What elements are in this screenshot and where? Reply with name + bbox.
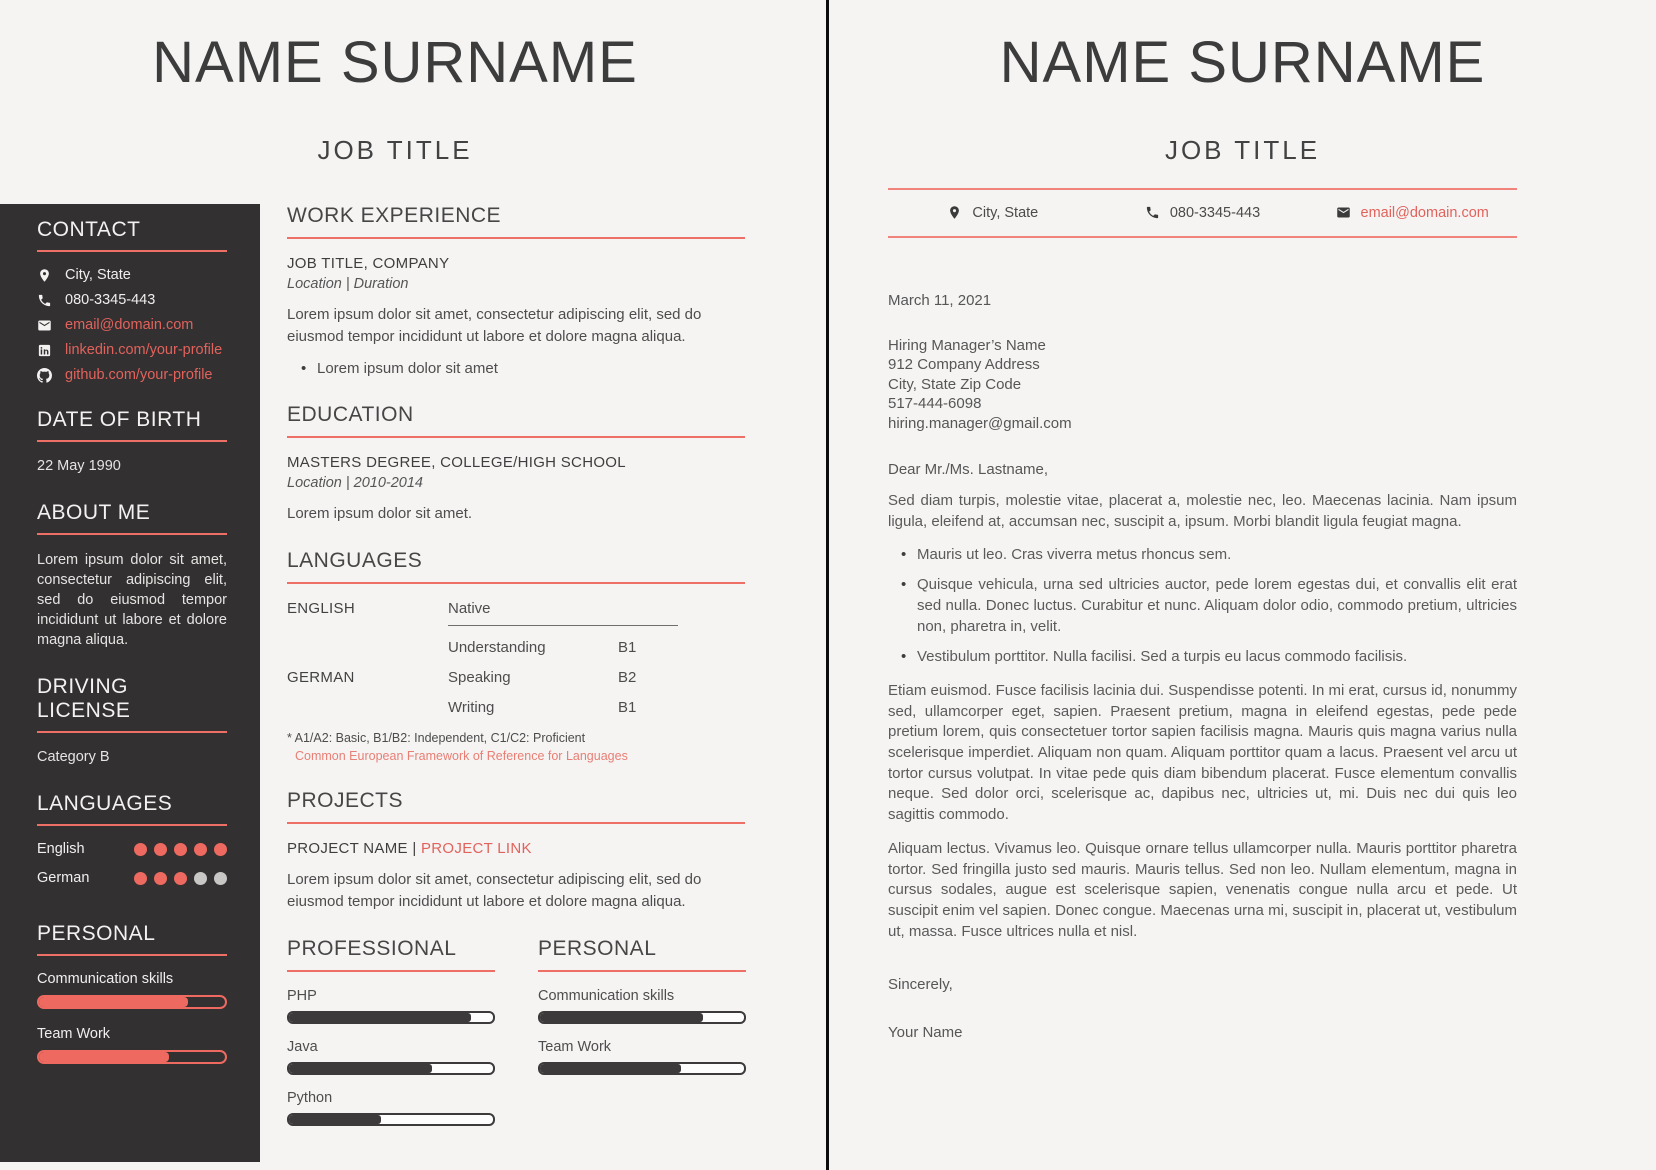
sidebar-section-contact (37, 218, 227, 383)
about-me-text: Lorem ipsum dolor sit amet, consectetur adipiscing elit, sed do eiusmod tempor incididunt ut labore et dolore magna aliqua. (37, 552, 227, 649)
projects-heading: PROJECTS (287, 789, 745, 824)
project-separator: | (412, 840, 417, 857)
cover-letter-name: NAME SURNAME (999, 30, 1486, 95)
contact-github-link[interactable]: github.com/your-profile (65, 367, 213, 383)
language-level-dots (134, 872, 227, 885)
band-email-link[interactable]: email@domain.com (1360, 204, 1489, 221)
skill-name: Team Work (37, 1026, 111, 1043)
work-entry-bullet: • Lorem ipsum dolor sit amet (287, 358, 745, 380)
recipient-line: hiring.manager@gmail.com (888, 414, 1072, 432)
contact-location-text: City, State (65, 267, 131, 283)
level-dot (194, 872, 207, 885)
section-education (287, 403, 745, 525)
resume-page (0, 0, 826, 1170)
work-experience-heading: WORK EXPERIENCE (287, 204, 745, 239)
contact-phone (37, 292, 227, 308)
professional-heading: PROFESSIONAL (287, 937, 495, 972)
work-entry-bullets (287, 358, 745, 380)
level-dot (194, 843, 207, 856)
sidebar-section-languages (37, 792, 227, 886)
skill-name: Team Work (538, 1038, 612, 1055)
language-label-german: GERMAN (287, 669, 355, 686)
contact-linkedin-link[interactable]: linkedin.com/your-profile (65, 342, 223, 358)
section-skills (287, 937, 745, 1141)
work-entry-description: Lorem ipsum dolor sit amet, consectetur adipiscing elit, sed do eiusmod tempor incididunt ut labore et dolore magna aliqua. (287, 306, 702, 345)
resume-name: NAME SURNAME (152, 30, 638, 95)
section-languages (287, 549, 745, 765)
level-dot (174, 872, 187, 885)
professional-skill (287, 988, 495, 1024)
letter-date: March 11, 2021 (888, 291, 992, 309)
sidebar-section-date-of-birth (37, 408, 227, 476)
cover-letter-contact-band (888, 188, 1517, 238)
personal-skills-column (538, 937, 746, 1141)
project-description: Lorem ipsum dolor sit amet, consectetur adipiscing elit, sed do eiusmod tempor incididunt ut labore et dolore magna aliqua. (287, 871, 702, 910)
date-of-birth-heading: DATE OF BIRTH (37, 408, 227, 442)
languages-heading: LANGUAGES (287, 549, 745, 584)
languages-table (287, 600, 745, 716)
german-skill-name: Speaking (448, 669, 511, 686)
skill-name: Communication skills (538, 987, 675, 1004)
section-work-experience (287, 204, 745, 379)
work-entry-title: JOB TITLE, COMPANY (287, 255, 450, 272)
level-dot (214, 872, 227, 885)
letter-paragraph: Etiam euismod. Fusce facilisis lacinia dui. Suspendisse potenti. In mi erat, cursus id, nonummy sed, ullamcorper eget, sapien. Praesent pretium, magna in eleifend egestas, pede pede pretium lorem, quis consectetuer tortor sapien facilisis magna. Mauris quis magna varius nulla scelerisque imperdiet. Aliquam non quam. Aliquam porttitor quam a lacus. Praesent vel arcu ut tortor cursus volutpat. In vitae pede quis diam bibendum placerat. Fusce elementum convallis neque. Sed dolor orci, scelerisque ac, dapibus nec, ultricies ut, mi. Duis nec dui quis leo sagittis commodo. (888, 682, 1517, 824)
sidebar-languages-heading: LANGUAGES (37, 792, 227, 826)
skill-bar-fill (289, 1115, 381, 1124)
skill-bar (538, 1011, 746, 1024)
driving-license-heading: DRIVING LICENSE (37, 675, 227, 733)
location-pin-icon (947, 205, 963, 221)
skill-bar (538, 1062, 746, 1075)
recipient-line: City, State Zip Code (888, 375, 1022, 393)
language-name: English (37, 841, 85, 858)
band-location (888, 205, 1098, 221)
language-name: German (37, 870, 90, 887)
professional-skill (287, 1090, 495, 1126)
level-dot (134, 872, 147, 885)
letter-bullet: • Mauris ut leo. Cras viverra metus rhoncus sem. (888, 545, 1517, 566)
personal-skill (37, 1026, 227, 1064)
education-entry-title: MASTERS DEGREE, COLLEGE/HIGH SCHOOL (287, 454, 626, 472)
skill-name: Communication skills (37, 971, 174, 988)
project-name: PROJECT NAME (287, 840, 408, 857)
personal-skill (538, 988, 746, 1024)
contact-email-link[interactable]: email@domain.com (65, 317, 194, 333)
language-level-dots (134, 843, 227, 856)
personal-skill (538, 1039, 746, 1075)
german-skill-name: Understanding (448, 639, 546, 656)
contact-linkedin (37, 342, 227, 358)
project-link[interactable]: PROJECT LINK (420, 840, 532, 857)
recipient-line: 912 Company Address (888, 356, 1040, 374)
letter-salutation: Dear Mr./Ms. Lastname, (888, 461, 1049, 479)
letter-recipient-block (888, 336, 1517, 434)
cover-letter-header (829, 0, 1656, 166)
german-skill-level: B1 (618, 699, 637, 716)
recipient-line: 517-444-6098 (888, 395, 982, 413)
github-icon (37, 367, 53, 383)
letter-closing: Sincerely, (888, 976, 953, 994)
resume-header (0, 0, 790, 166)
resume-job-title: JOB TITLE (317, 134, 473, 165)
contact-email (37, 317, 227, 333)
band-email (1307, 205, 1517, 221)
letter-paragraph: Aliquam lectus. Vivamus leo. Quisque ornare tellus ullamcorper nulla. Mauris porttitor pharetra tortor. Sed fringilla justo sed mauris. Mauris tellus. Sed non leo. Nullam elementum, magna in cursus sodales, augue est scelerisque sapien, venenatis congue nulla arcu et pede. Ut suscipit enim vel sapien. Donec congue. Maecenas urna mi, suscipit in, placerat ut, vestibulum ut, massa. Fusce ultrices nulla et nisl. (888, 839, 1517, 940)
german-skill-level: B2 (618, 669, 637, 686)
level-dot (154, 843, 167, 856)
skill-bar-fill (540, 1064, 681, 1073)
band-phone-text: 080-3345-443 (1169, 204, 1261, 221)
contact-phone-text: 080-3345-443 (65, 292, 156, 308)
about-me-heading: ABOUT ME (37, 501, 227, 535)
personal-heading: PERSONAL (538, 937, 746, 972)
resume-sidebar (0, 204, 260, 1162)
language-label-english: ENGLISH (287, 600, 355, 617)
phone-icon (37, 292, 53, 308)
letter-signature: Your Name (888, 1024, 963, 1042)
skill-bar (287, 1113, 495, 1126)
letter-bullet: • Quisque vehicula, urna sed ultricies auctor, pede lorem egestas dui, et convallis elit erat sed nulla. Donec luctus. Curabitur et nunc. Aliquam dolor odio, commodo pretium, ultricies non, pharetra in, velit. (888, 575, 1517, 637)
skill-name: PHP (287, 987, 317, 1004)
professional-skill (287, 1039, 495, 1075)
envelope-icon (37, 317, 53, 333)
skill-bar (37, 1050, 227, 1064)
contact-github (37, 367, 227, 383)
cefr-link[interactable]: Common European Framework of Reference for Languages (295, 749, 628, 763)
skill-bar-fill (289, 1064, 432, 1073)
skill-bar-fill (540, 1013, 703, 1022)
contact-heading: CONTACT (37, 218, 227, 252)
recipient-line: Hiring Manager’s Name (888, 336, 1046, 354)
level-dot (214, 843, 227, 856)
skills-columns (287, 937, 745, 1141)
language-level-native: Native (448, 600, 678, 626)
band-location-text: City, State (972, 204, 1039, 221)
language-row-german (37, 870, 227, 886)
language-row-english (37, 841, 227, 857)
level-dot (174, 843, 187, 856)
project-title-line (287, 840, 745, 857)
skill-name: Java (287, 1038, 318, 1055)
sidebar-personal-heading: PERSONAL (37, 922, 227, 956)
date-of-birth-value: 22 May 1990 (37, 458, 121, 474)
contact-location (37, 267, 227, 283)
envelope-icon (1336, 205, 1352, 221)
education-entry-description: Lorem ipsum dolor sit amet. (287, 505, 473, 523)
driving-license-value: Category B (37, 749, 110, 766)
skill-name: Python (287, 1089, 333, 1106)
sidebar-section-about-me (37, 501, 227, 650)
sidebar-section-driving-license (37, 675, 227, 767)
skill-bar (287, 1062, 495, 1075)
german-skill-level: B1 (618, 639, 637, 656)
letter-paragraph: Sed diam turpis, molestie vitae, placerat a, molestie nec, leo. Maecenas lacinia. Nam ipsum ligula, eleifend at, accumsan nec, suscipit a, ipsum. Morbi blandit ligula feugiat magna. (888, 492, 1517, 530)
phone-icon (1145, 205, 1161, 221)
german-skill-name: Writing (448, 699, 495, 716)
level-dot (154, 872, 167, 885)
personal-skill (37, 971, 227, 1009)
sidebar-section-personal (37, 922, 227, 1064)
skill-bar (37, 995, 227, 1009)
skill-bar-fill (39, 997, 188, 1007)
linkedin-icon (37, 342, 53, 358)
cover-letter-page (829, 0, 1656, 1170)
cover-letter-body (888, 188, 1517, 1042)
cover-letter-job-title: JOB TITLE (1164, 134, 1321, 165)
location-pin-icon (37, 267, 53, 283)
work-entry-meta: Location | Duration (287, 276, 409, 292)
level-dot (134, 843, 147, 856)
skill-bar-fill (289, 1013, 471, 1022)
section-projects (287, 789, 745, 913)
skill-bar (287, 1011, 495, 1024)
resume-main-column (287, 204, 745, 1165)
cefr-footnote: * A1/A2: Basic, B1/B2: Independent, C1/C2: Proficient (287, 731, 586, 745)
skill-bar-fill (39, 1052, 169, 1062)
education-entry-meta: Location | 2010-2014 (287, 475, 423, 492)
education-heading: EDUCATION (287, 403, 745, 438)
band-phone (1098, 205, 1308, 221)
letter-bullet-list (888, 545, 1517, 668)
professional-skills-column (287, 937, 495, 1141)
letter-bullet: • Vestibulum porttitor. Nulla facilisi. Sed a turpis eu lacus commodo facilisis. (888, 647, 1517, 668)
